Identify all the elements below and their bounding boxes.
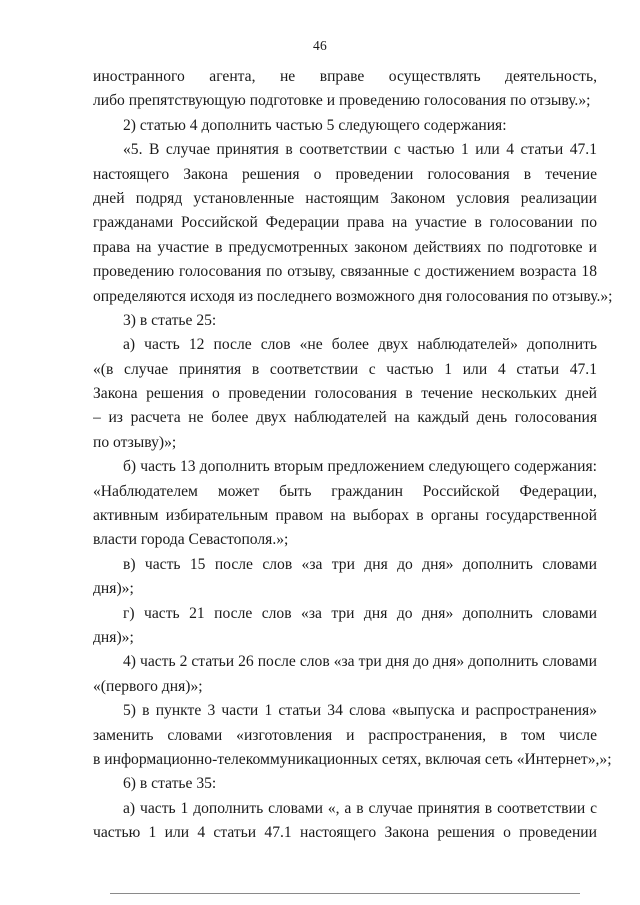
- text-line: – из расчета не более двух наблюдателей на каждый день голосования: [93, 409, 597, 427]
- page-number: 46: [312, 38, 328, 53]
- text-line: власти города Севастополя.»;: [93, 531, 289, 549]
- text-line: 6) в статье 35:: [123, 775, 217, 793]
- text-line: «(первого дня)»;: [93, 677, 203, 695]
- text-line: Закона решения о проведении голосования в течение нескольких дней: [93, 385, 597, 403]
- document-body: [93, 65, 613, 846]
- text-line: 2) статью 4 дополнить частью 5 следующего содержания:: [123, 116, 507, 134]
- text-line: 5) в пункте 3 части 1 статьи 34 слова «выпуска и распространения»: [123, 702, 597, 720]
- text-line: дня)»;: [93, 580, 134, 598]
- text-line: 4) часть 2 статьи 26 после слов «за три дня до дня» дополнить словами: [123, 653, 597, 671]
- bottom-scan-edge-line: [110, 893, 580, 894]
- text-line: частью 1 или 4 статьи 47.1 настоящего Закона решения о проведении: [93, 824, 597, 842]
- text-line: заменить словами «изготовления и распространения, в том числе: [93, 726, 597, 744]
- text-line: дня)»;: [93, 628, 134, 646]
- text-line: «(в случае принятия в соответствии с частью 1 или 4 статьи 47.1: [93, 360, 597, 378]
- text-line: «Наблюдателем может быть гражданин Российской Федерации,: [93, 482, 597, 500]
- text-line: дней подряд установленные настоящим Законом условия реализации: [93, 189, 597, 207]
- text-line: гражданами Российской Федерации права на участие в голосовании по: [93, 214, 597, 232]
- text-line: настоящего Закона решения о проведении голосования в течение: [93, 165, 597, 183]
- text-line: а) часть 12 после слов «не более двух наблюдателей» дополнить: [123, 336, 597, 354]
- text-line: в информационно-телекоммуникационных сетях, включая сеть «Интернет»,»;: [93, 750, 612, 768]
- text-line: б) часть 13 дополнить вторым предложением следующего содержания:: [123, 458, 597, 476]
- text-line: «5. В случае принятия в соответствии с частью 1 или 4 статьи 47.1: [123, 141, 597, 159]
- text-line: в) часть 15 после слов «за три дня до дня» дополнить словами: [123, 555, 597, 573]
- text-line: определяются исходя из последнего возможного дня голосования по отзыву.»;: [93, 287, 613, 305]
- text-line: проведению голосования по отзыву, связанные с достижением возраста 18: [93, 263, 597, 281]
- text-line: 3) в статье 25:: [123, 311, 217, 329]
- text-line: а) часть 1 дополнить словами «, а в случае принятия в соответствии с: [123, 799, 597, 817]
- text-line: г) часть 21 после слов «за три дня до дня» дополнить словами: [123, 604, 597, 622]
- text-line: активным избирательным правом на выборах в органы государственной: [93, 507, 597, 525]
- text-line: права на участие в предусмотренных законом действиях по подготовке и: [93, 238, 597, 256]
- text-line: либо препятствующую подготовке и проведению голосования по отзыву.»;: [93, 92, 591, 110]
- text-line: иностранного агента, не вправе осуществлять деятельность,: [93, 68, 597, 85]
- text-line: по отзыву)»;: [93, 433, 177, 451]
